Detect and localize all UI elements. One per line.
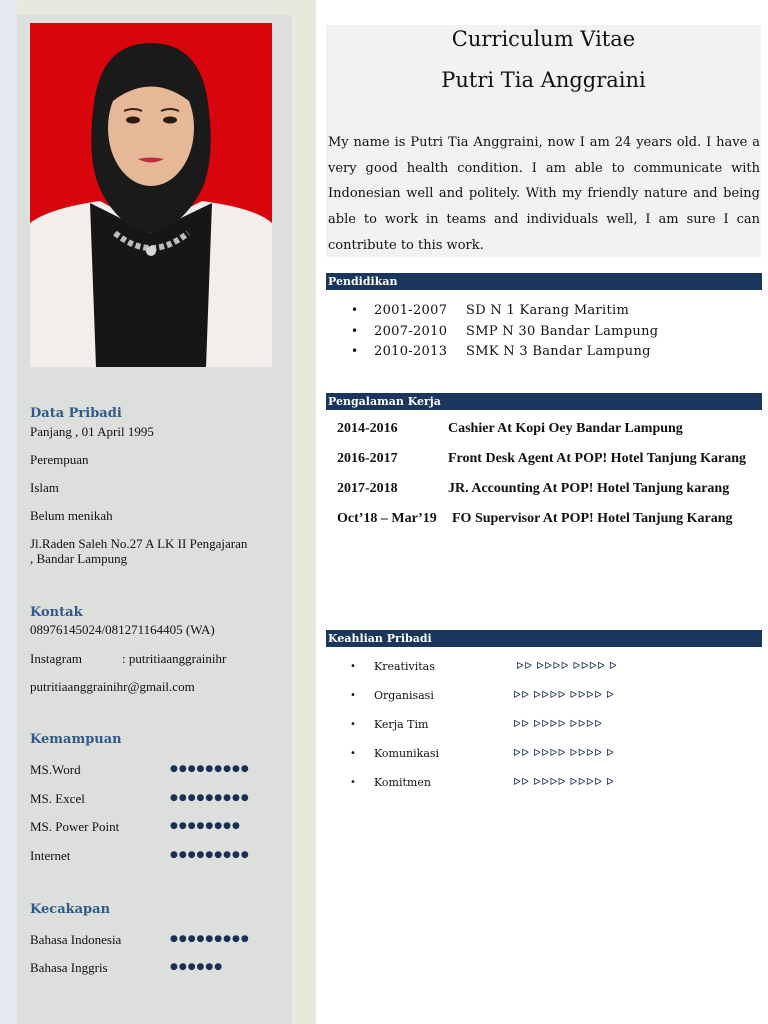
bullet-icon: • xyxy=(351,344,359,358)
education-school: SMP N 30 Bandar Lampung xyxy=(466,324,659,339)
instagram-label: Instagram xyxy=(30,651,82,666)
bullet-icon: • xyxy=(350,661,356,672)
instagram-handle: : putritiaanggrainihr xyxy=(122,651,227,666)
language-rating-dots: ●●●●●● xyxy=(170,962,224,972)
intro-paragraph: My name is Putri Tia Anggraini, now I am 24 years old. I have a very good health condition. I am able to communicate with Indonesian well and politely. With my friendly nature and being able to work in teams and individuals well, I am sure I can contribute to this work. xyxy=(328,135,760,253)
ability-label: MS. Power Point xyxy=(30,819,120,834)
experience-heading: Pengalaman Kerja xyxy=(326,393,762,410)
job-role: JR. Accounting At POP! Hotel Tanjung karang xyxy=(448,481,730,496)
ability-label: MS.Word xyxy=(30,762,81,777)
languages-heading: Kecakapan xyxy=(30,902,111,917)
language-rating-dots: ●●●●●●●●● xyxy=(170,934,250,944)
job-period: 2017-2018 xyxy=(337,481,398,496)
education-years: 2001-2007 xyxy=(374,303,448,318)
skill-label: Komitmen xyxy=(374,776,431,789)
education-years: 2007-2010 xyxy=(374,324,448,339)
contact-heading: Kontak xyxy=(30,605,83,620)
skill-rating-marks: ᐅᐅ ᐅᐅᐅᐅ ᐅᐅᐅᐅ xyxy=(513,719,603,730)
education-school: SD N 1 Karang Maritim xyxy=(466,303,630,318)
page-edge-strip xyxy=(0,0,17,1024)
skills-heading: Keahlian Pribadi xyxy=(326,630,762,647)
email-address: putritiaanggrainihr@gmail.com xyxy=(30,679,195,694)
ability-label: MS. Excel xyxy=(30,791,85,806)
job-role: FO Supervisor At POP! Hotel Tanjung Karang xyxy=(452,511,733,526)
job-role: Front Desk Agent At POP! Hotel Tanjung Karang xyxy=(448,451,747,466)
education-school: SMK N 3 Bandar Lampung xyxy=(466,344,651,359)
religion: Islam xyxy=(30,480,59,495)
ability-rating-dots: ●●●●●●●● xyxy=(170,821,241,831)
address-line-2: , Bandar Lampung xyxy=(30,551,128,566)
profile-photo xyxy=(30,23,272,367)
marital-status: Belum menikah xyxy=(30,508,113,523)
phone-number: 08976145024/081271164405 (WA) xyxy=(30,622,215,637)
job-period: 2016-2017 xyxy=(337,451,398,466)
skill-rating-marks: ᐅᐅ ᐅᐅᐅᐅ ᐅᐅᐅᐅ ᐅ xyxy=(513,690,615,701)
skill-label: Kreativitas xyxy=(374,660,435,673)
education-years: 2010-2013 xyxy=(374,344,448,359)
skill-rating-marks: ᐅᐅ ᐅᐅᐅᐅ ᐅᐅᐅᐅ ᐅ xyxy=(513,748,615,759)
skill-rating-marks: ᐅᐅ ᐅᐅᐅᐅ ᐅᐅᐅᐅ ᐅ xyxy=(516,661,618,672)
bullet-icon: • xyxy=(350,748,356,759)
bullet-icon: • xyxy=(351,303,359,317)
skill-rating-marks: ᐅᐅ ᐅᐅᐅᐅ ᐅᐅᐅᐅ ᐅ xyxy=(513,777,615,788)
job-period: 2014-2016 xyxy=(337,421,398,436)
ability-label: Internet xyxy=(30,848,71,863)
language-label: Bahasa Inggris xyxy=(30,960,108,975)
job-period: Oct’18 – Mar’19 xyxy=(337,511,437,526)
abilities-heading: Kemampuan xyxy=(30,732,122,747)
job-role: Cashier At Kopi Oey Bandar Lampung xyxy=(448,421,683,436)
bullet-icon: • xyxy=(351,324,359,338)
bullet-icon: • xyxy=(350,719,356,730)
skill-label: Kerja Tim xyxy=(374,718,429,731)
gender: Perempuan xyxy=(30,452,89,467)
person-name: Putri Tia Anggraini xyxy=(441,68,646,92)
ability-rating-dots: ●●●●●●●●● xyxy=(170,764,250,774)
ability-rating-dots: ●●●●●●●●● xyxy=(170,793,250,803)
document-title: Curriculum Vitae xyxy=(451,27,636,51)
bullet-icon: • xyxy=(350,690,356,701)
language-label: Bahasa Indonesia xyxy=(30,932,122,947)
address-line-1: Jl.Raden Saleh No.27 A LK II Pengajaran xyxy=(30,536,248,551)
birth-date: Panjang , 01 April 1995 xyxy=(30,424,154,439)
skill-label: Organisasi xyxy=(374,689,434,702)
skill-label: Komunikasi xyxy=(374,747,440,760)
education-heading: Pendidikan xyxy=(326,273,762,290)
bullet-icon: • xyxy=(350,777,356,788)
personal-heading: Data Pribadi xyxy=(30,406,122,421)
ability-rating-dots: ●●●●●●●●● xyxy=(170,850,250,860)
